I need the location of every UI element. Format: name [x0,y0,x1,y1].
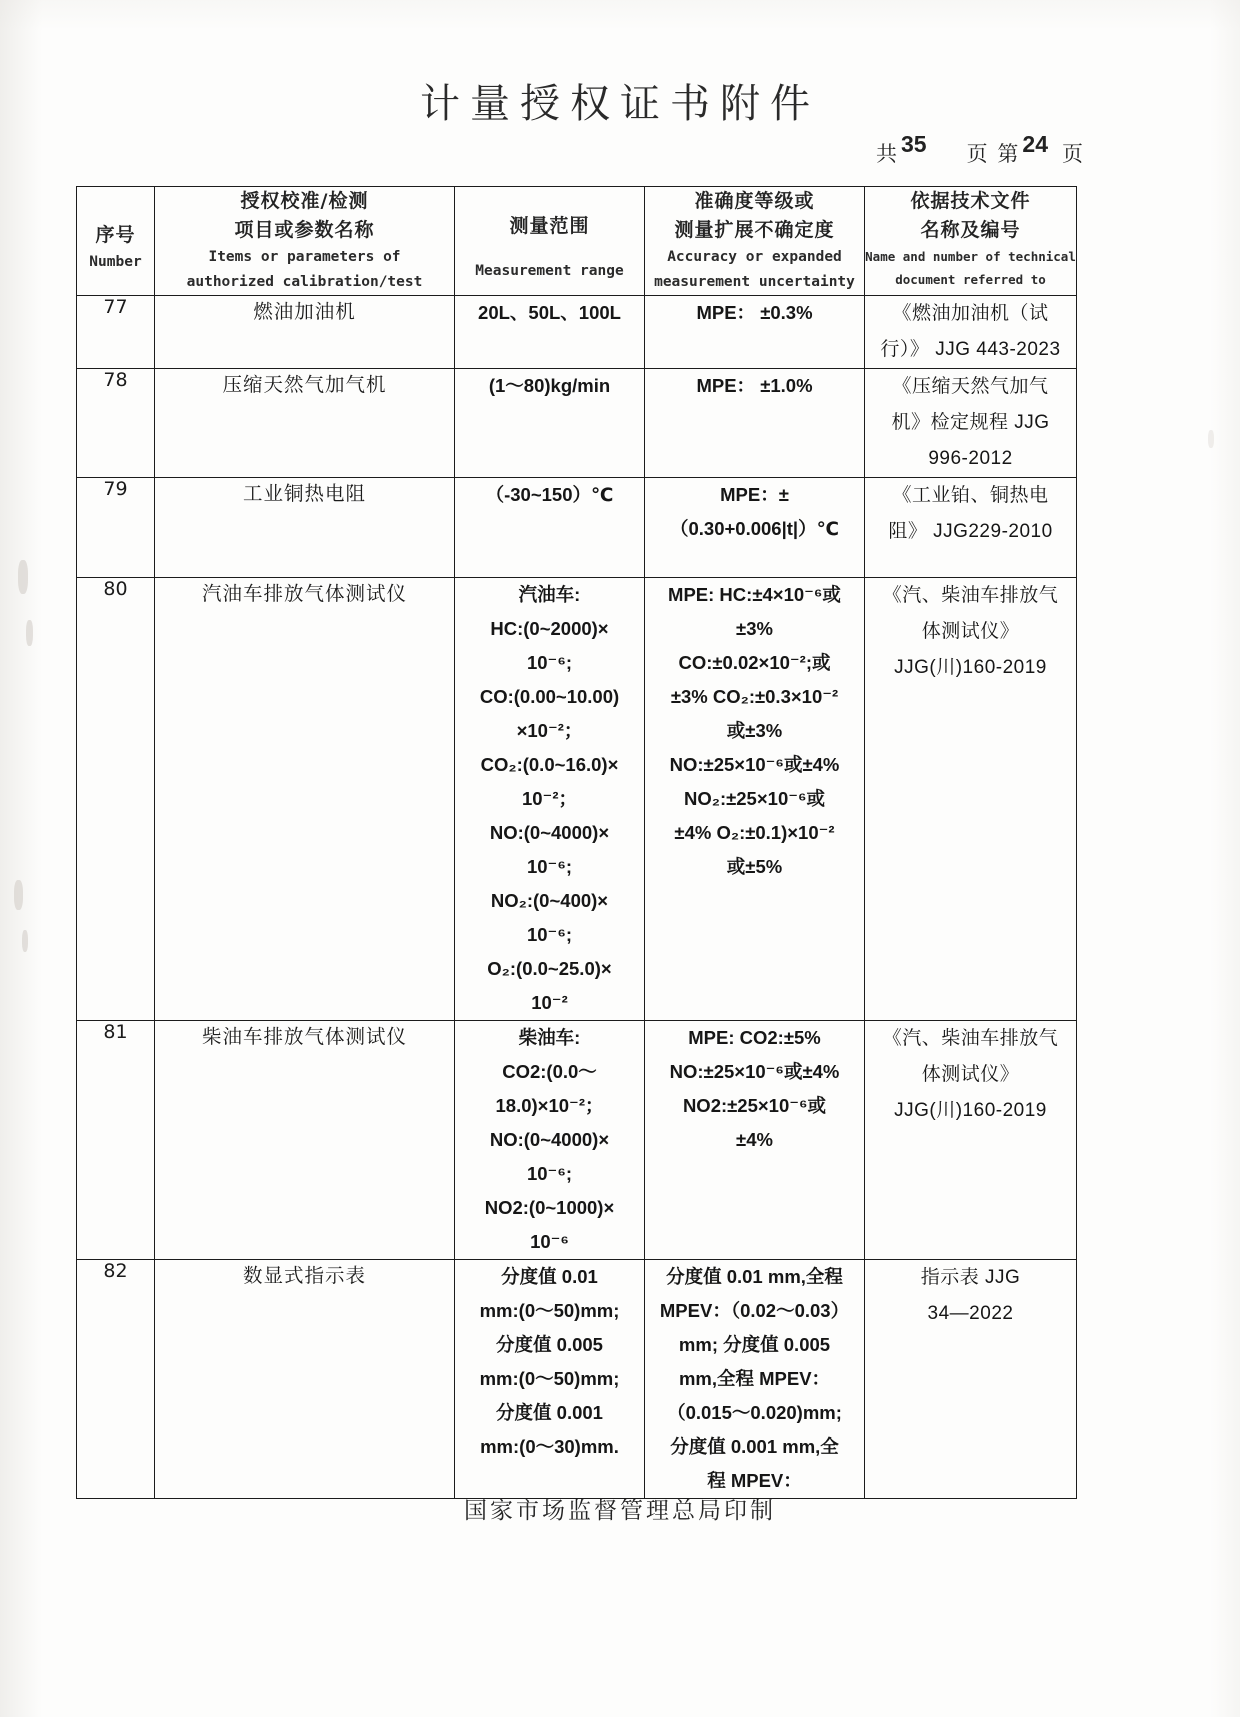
measurement-range-line: mm:(0～30)mm. [480,1436,619,1457]
row-item-name: 工业铜热电阻 [155,478,455,578]
measurement-range-line: HC:(0~2000)× [490,618,609,639]
accuracy-line: 或±3% [726,720,783,741]
accuracy-line: MPE: CO2:±5% [688,1027,821,1048]
table-row [77,578,1077,1021]
row-measurement-range [455,478,645,578]
row-accuracy [645,1021,865,1260]
column-header-range-cn: 测量范围 [509,215,590,237]
column-header-accuracy-cn-2: 测量扩展不确定度 [674,219,835,241]
column-header-number-en: Number [89,254,142,270]
row-reference-document [865,1021,1077,1260]
measurement-range-line: NO:(0~4000)× [489,1129,610,1150]
reference-document-line: JJG(川)160-2019 [894,657,1047,678]
row-number: 81 [77,1021,155,1260]
measurement-range-line: 分度值 0.01 [501,1266,598,1287]
measurement-range-line: 柴油车: [518,1027,581,1048]
measurement-range-line: NO2:(0~1000)× [484,1197,615,1218]
measurement-range-line: mm:(0～50)mm; [479,1300,620,1321]
measurement-range-line: CO:(0.00~10.00) [479,686,620,707]
measurement-range-line: ×10⁻²； [516,720,583,741]
row-item-name: 汽油车排放气体测试仪 [155,578,455,1021]
accuracy-line: （0.015～0.020)mm; [667,1402,842,1423]
accuracy-line: MPE: HC:±4×10⁻⁶或 [668,584,841,605]
table-body [77,296,1077,1499]
measurement-range-line: (1～80)kg/min [488,375,611,396]
row-number: 80 [77,578,155,1021]
measurement-range-line: O₂:(0.0~25.0)× [487,958,612,979]
reference-document-line: 《汽、柴油车排放气 [882,1028,1059,1049]
row-reference-document [865,578,1077,1021]
column-header-reference-cn-2: 名称及编号 [920,219,1021,241]
total-pages-label: 共 [875,143,899,166]
table-row [77,369,1077,478]
row-number: 77 [77,296,155,369]
row-accuracy [645,1260,865,1499]
row-item-name: 柴油车排放气体测试仪 [155,1021,455,1260]
row-measurement-range [455,1260,645,1499]
accuracy-line: ±3% [736,618,773,639]
reference-document-line: 阻》 JJG229-2010 [888,521,1053,542]
accuracy-line: 或±5% [726,856,783,877]
row-accuracy [645,296,865,369]
row-measurement-range [455,369,645,478]
accuracy-line: mm; 分度值 0.005 [678,1334,831,1355]
measurement-range-line: NO:(0~4000)× [489,822,610,843]
accuracy-line: MPE： ±0.3% [696,302,813,323]
measurement-range-line: 10⁻⁶; [526,924,573,945]
row-accuracy [645,369,865,478]
table-row [77,1260,1077,1499]
accuracy-line: NO2:±25×10⁻⁶或 [682,1095,827,1116]
reference-document-line: 《燃油加油机（试 [892,303,1049,324]
row-reference-document [865,478,1077,578]
accuracy-line: ±3% CO₂:±0.3×10⁻² [670,686,839,707]
authorized-items-table [76,186,1077,1499]
row-measurement-range [455,578,645,1021]
row-number: 82 [77,1260,155,1499]
row-item-name: 燃油加油机 [155,296,455,369]
reference-document-line: 指示表 JJG [920,1267,1021,1288]
column-header-item [155,187,455,296]
column-header-reference [865,187,1077,296]
measurement-range-line: 18.0)×10⁻²； [495,1095,604,1116]
table-header-row [77,187,1077,296]
table-row [77,478,1077,578]
page-footer: 国家市场监督管理总局印制 [464,1498,776,1524]
column-header-item-cn-1: 授权校准/检测 [240,190,369,212]
accuracy-line: MPE：± [720,484,789,505]
measurement-range-line: 分度值 0.001 [496,1402,603,1423]
total-pages-value: 35 [900,131,927,157]
accuracy-line: NO:±25×10⁻⁶或±4% [669,1061,840,1082]
accuracy-line: 分度值 0.01 mm,全程 [666,1266,843,1287]
current-page-label: 页 第 [966,143,1021,166]
measurement-range-line: 10⁻² [531,992,568,1013]
table-row [77,1021,1077,1260]
column-header-reference-en-2: document referred to [895,272,1046,287]
row-accuracy [645,578,865,1021]
measurement-range-line: 20L、50L、100L [478,302,621,323]
accuracy-line: 程 MPEV： [707,1470,802,1491]
column-header-accuracy [645,187,865,296]
measurement-range-line: mm:(0～50)mm; [479,1368,620,1389]
row-measurement-range [455,1021,645,1260]
accuracy-line: NO:±25×10⁻⁶或±4% [669,754,840,775]
row-reference-document [865,369,1077,478]
reference-document-line: 996-2012 [928,448,1013,469]
measurement-range-line: NO₂:(0~400)× [490,890,609,911]
accuracy-line: MPE： ±1.0% [696,375,813,396]
column-header-number [77,187,155,296]
column-header-accuracy-en-2: measurement uncertainty [654,274,855,290]
column-header-item-en-2: authorized calibration/test [186,274,423,290]
reference-document-line: 34—2022 [927,1303,1014,1324]
accuracy-line: mm,全程 MPEV： [678,1368,831,1389]
measurement-range-line: （-30~150）℃ [485,484,614,505]
column-header-item-cn-2: 项目或参数名称 [234,219,375,241]
measurement-range-line: 10⁻⁶; [526,856,573,877]
row-item-name: 数显式指示表 [155,1260,455,1499]
reference-document-line: 行）》 JJG 443-2023 [880,339,1061,360]
column-header-range [455,187,645,296]
row-item-name: 压缩天然气加气机 [155,369,455,478]
accuracy-line: 分度值 0.001 mm,全 [670,1436,839,1457]
page-unit-label: 页 [1062,143,1085,166]
accuracy-line: MPEV：（0.02～0.03） [659,1300,850,1321]
accuracy-line: CO:±0.02×10⁻²;或 [678,652,831,673]
accuracy-line: ±4% O₂:±0.1)×10⁻² [674,822,835,843]
measurement-range-line: 汽油车: [518,584,581,605]
row-reference-document [865,1260,1077,1499]
reference-document-line: 《汽、柴油车排放气 [882,585,1059,606]
current-page-value: 24 [1022,131,1048,157]
accuracy-line: ±4% [736,1129,773,1150]
row-number: 78 [77,369,155,478]
row-accuracy [645,478,865,578]
column-header-number-cn: 序号 [95,224,136,246]
column-header-accuracy-en-1: Accuracy or expanded [667,249,842,265]
row-measurement-range [455,296,645,369]
accuracy-line: NO₂:±25×10⁻⁶或 [683,788,826,809]
table-row [77,296,1077,369]
column-header-reference-en-1: Name and number of technical [865,249,1076,264]
column-header-item-en-1: Items or parameters of [208,249,401,265]
measurement-range-line: 10⁻⁶; [526,652,573,673]
reference-document-line: 体测试仪》 [921,1064,1020,1085]
reference-document-line: 《压缩天然气加气 [892,376,1049,397]
accuracy-line: （0.30+0.006|t|）℃ [669,518,840,539]
measurement-range-line: CO2:(0.0～ [502,1061,597,1082]
reference-document-line: JJG(川)160-2019 [894,1100,1047,1121]
measurement-range-line: 10⁻⁶; [526,1163,573,1184]
reference-document-line: 《工业铂、铜热电 [892,485,1049,506]
page-title: 计量授权证书附件 [420,81,820,127]
reference-document-line: 体测试仪》 [921,621,1020,642]
pagination [875,131,1085,168]
row-reference-document [865,296,1077,369]
measurement-range-line: 10⁻⁶ [530,1231,569,1252]
measurement-range-line: CO₂:(0.0~16.0)× [480,754,619,775]
row-number: 79 [77,478,155,578]
reference-document-line: 机》检定规程 JJG [891,412,1050,433]
column-header-accuracy-cn-1: 准确度等级或 [694,190,815,212]
measurement-range-line: 10⁻²； [521,788,577,809]
measurement-range-line: 分度值 0.005 [496,1334,603,1355]
column-header-range-en: Measurement range [475,263,624,279]
column-header-reference-cn-1: 依据技术文件 [910,190,1031,212]
